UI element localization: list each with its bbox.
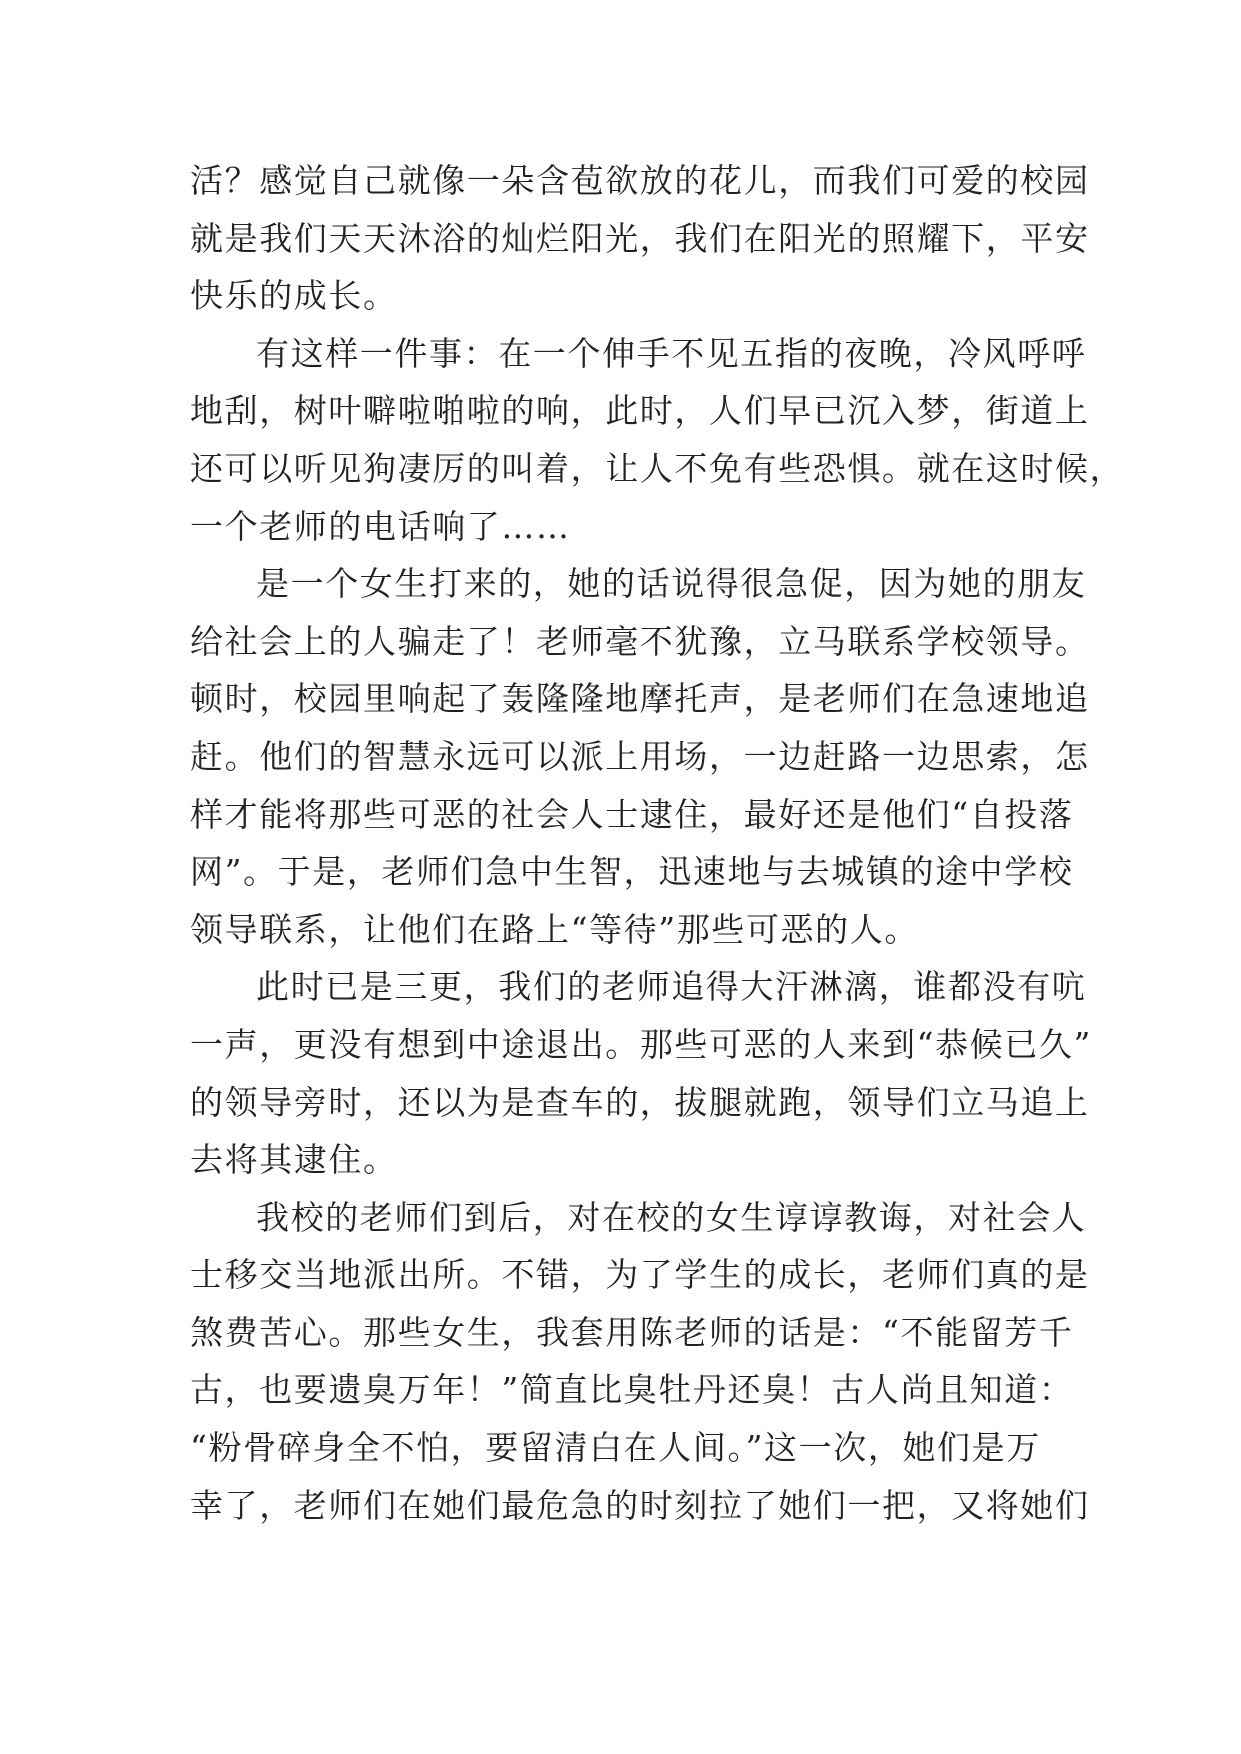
text-line: 活？感觉自己就像一朵含苞欲放的花儿，而我们可爱的校园 [190, 161, 1090, 200]
text-line: 士移交当地派出所。不错，为了学生的成长，老师们真的是 [190, 1255, 1090, 1295]
text-line: 还可以听见狗凄厉的叫着，让人不免有些恐惧。就在这时候， [190, 448, 1125, 488]
paragraph-start-line: 是一个女生打来的，她的话说得很急促，因为她的朋友 [256, 564, 1087, 604]
text-line: 给社会上的人骗走了！老师毫不犹豫，立马联系学校领导。 [190, 621, 1090, 661]
text-line: “粉骨碎身全不怕，要留清白在人间。”这一次，她们是万 [190, 1428, 1041, 1468]
text-line: 去将其逮住。 [190, 1140, 398, 1180]
text-line: 煞费苦心。那些女生，我套用陈老师的话是：“不能留芳千 [190, 1312, 1074, 1352]
text-line: 的领导旁时，还以为是查车的，拔腿就跑，领导们立马追上 [190, 1082, 1090, 1122]
text-line: 赶。他们的智慧永远可以派上用场，一边赶路一边思索，怎 [190, 736, 1090, 776]
text-line: 样才能将那些可恶的社会人士逮住，最好还是他们“自投落 [190, 794, 1074, 834]
text-line: 幸了，老师们在她们最危急的时刻拉了她们一把，又将她们 [190, 1485, 1090, 1525]
text-line: 一声，更没有想到中途退出。那些可恶的人来到“恭候已久” [190, 1024, 1092, 1064]
body-text [190, 152, 1125, 1534]
text-line: 就是我们天天沐浴的灿烂阳光，我们在阳光的照耀下，平安 [190, 218, 1090, 258]
paragraph-start-line: 我校的老师们到后，对在校的女生谆谆教诲，对社会人 [256, 1197, 1087, 1237]
paragraph-start-line: 此时已是三更，我们的老师追得大汗淋漓，谁都没有吭 [256, 967, 1087, 1007]
text-line: 领导联系，让他们在路上“等待”那些可恶的人。 [190, 909, 919, 949]
text-line: 古，也要遗臭万年！”简直比臭牡丹还臭！古人尚且知道： [190, 1370, 1074, 1410]
text-line: 地刮，树叶噼啦啪啦的响，此时，人们早已沉入梦，街道上 [190, 391, 1090, 431]
paragraph-start-line: 有这样一件事：在一个伸手不见五指的夜晚，冷风呼呼 [256, 333, 1087, 373]
text-line: 快乐的成长。 [190, 276, 398, 316]
text-line: 顿时，校园里响起了轰隆隆地摩托声，是老师们在急速地追 [190, 679, 1090, 719]
text-line: 一个老师的电话响了…… [190, 506, 571, 546]
text-line: 网”。于是，老师们急中生智，迅速地与去城镇的途中学校 [190, 852, 1074, 892]
